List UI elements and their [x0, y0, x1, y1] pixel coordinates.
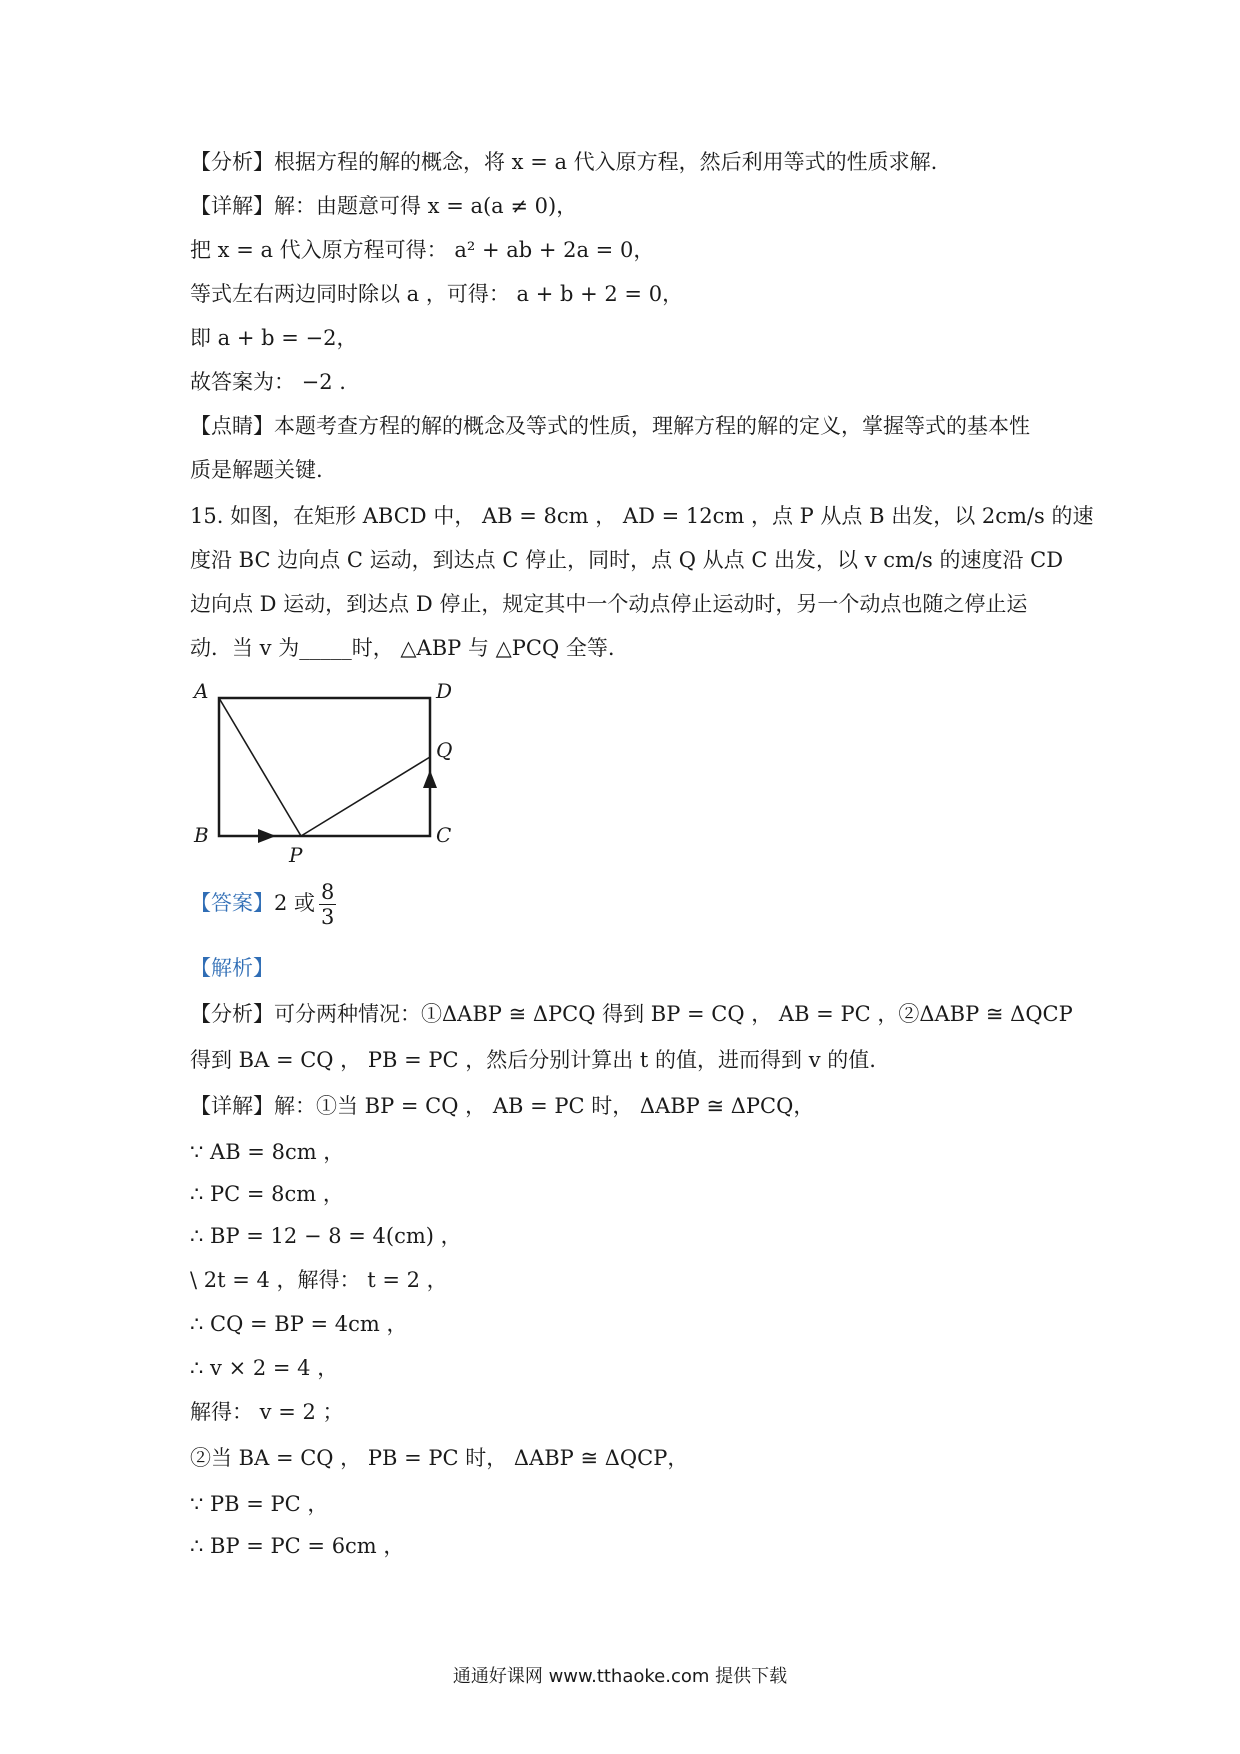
divide-line: 等式左右两边同时除以 a ，可得： a + b + 2 = 0，: [190, 282, 684, 306]
comment-line-2: 质是解题关键.: [190, 458, 323, 482]
label-q: Q: [436, 738, 453, 762]
segment-pq: [301, 757, 430, 836]
label-a: A: [194, 679, 209, 703]
analysis-line: 【分析】根据方程的解的概念，将 x = a 代入原方程，然后利用等式的性质求解.: [190, 150, 938, 174]
question-line-1: 15. 如图，在矩形 ABCD 中， AB = 8cm ， AD = 12cm ，点 P 从点 B 出发，以 2cm/s 的速: [190, 504, 1094, 528]
solution-line-9: ②当 BA = CQ ， PB = PC 时， ΔABP ≅ ΔQCP，: [190, 1446, 689, 1470]
result-line: 即 a + b = −2，: [190, 326, 358, 350]
comment-line-1: 【点睛】本题考查方程的解的概念及等式的性质，理解方程的解的定义，掌握等式的基本性: [190, 414, 1030, 438]
answer-label: 【答案】: [190, 891, 274, 915]
arrow-right-icon: [258, 829, 276, 843]
solution-line-7: ∴ v × 2 = 4 ，: [190, 1356, 339, 1380]
answer-line: 故答案为： −2 .: [190, 370, 346, 394]
rectangle-abcd: [219, 698, 430, 836]
arrow-up-icon: [423, 770, 437, 788]
solution-line-1: 【详解】解：①当 BP = CQ ， AB = PC 时， ΔABP ≅ ΔPCQ，: [190, 1094, 815, 1118]
explanation-label: 【解析】: [190, 956, 274, 980]
label-b: B: [194, 823, 209, 847]
solution-line-5: \ 2t = 4 ，解得： t = 2 ，: [190, 1268, 448, 1292]
substitute-line: 把 x = a 代入原方程可得： a² + ab + 2a = 0，: [190, 238, 655, 262]
solution-line-3: ∴ PC = 8cm ，: [190, 1182, 344, 1206]
page-footer: 通通好课网 www.tthaoke.com 提供下载: [452, 1666, 788, 1687]
segment-ap: [219, 698, 301, 836]
solution-line-4: ∴ BP = 12 − 8 = 4(cm) ，: [190, 1224, 462, 1248]
detail-line: 【详解】解：由题意可得 x = a(a ≠ 0)，: [190, 194, 578, 218]
question-line-3: 边向点 D 运动，到达点 D 停止，规定其中一个动点停止运动时，另一个动点也随之停止运: [190, 592, 1028, 616]
label-d: D: [436, 679, 453, 703]
fraction-denominator: 3: [321, 905, 335, 929]
analysis2-line-2: 得到 BA = CQ ， PB = PC ，然后分别计算出 t 的值，进而得到 v 的值.: [190, 1048, 876, 1072]
solution-line-10: ∵ PB = PC ，: [190, 1492, 329, 1516]
question-line-4: 动．当 v 为_____时， △ABP 与 △PCQ 全等.: [190, 636, 615, 660]
question-line-2: 度沿 BC 边向点 C 运动，到达点 C 停止，同时，点 Q 从点 C 出发，以 v cm/s 的速度沿 CD: [190, 548, 1064, 572]
solution-line-11: ∴ BP = PC = 6cm ，: [190, 1534, 405, 1558]
solution-line-6: ∴ CQ = BP = 4cm ，: [190, 1312, 408, 1336]
answer-row: [190, 880, 1070, 940]
analysis2-line-1: 【分析】可分两种情况：①ΔABP ≅ ΔPCQ 得到 BP = CQ ， AB = PC ，②ΔABP ≅ ΔQCP: [190, 1002, 1073, 1026]
answer-text: 2 或: [274, 891, 316, 915]
solution-line-2: ∵ AB = 8cm ，: [190, 1140, 345, 1164]
answer-fraction: [319, 880, 336, 929]
fraction-numerator: 8: [321, 880, 335, 904]
rectangle-figure: [186, 678, 476, 868]
label-c: C: [436, 823, 452, 847]
label-p: P: [289, 843, 303, 867]
solution-line-8: 解得： v = 2 ；: [190, 1400, 344, 1424]
